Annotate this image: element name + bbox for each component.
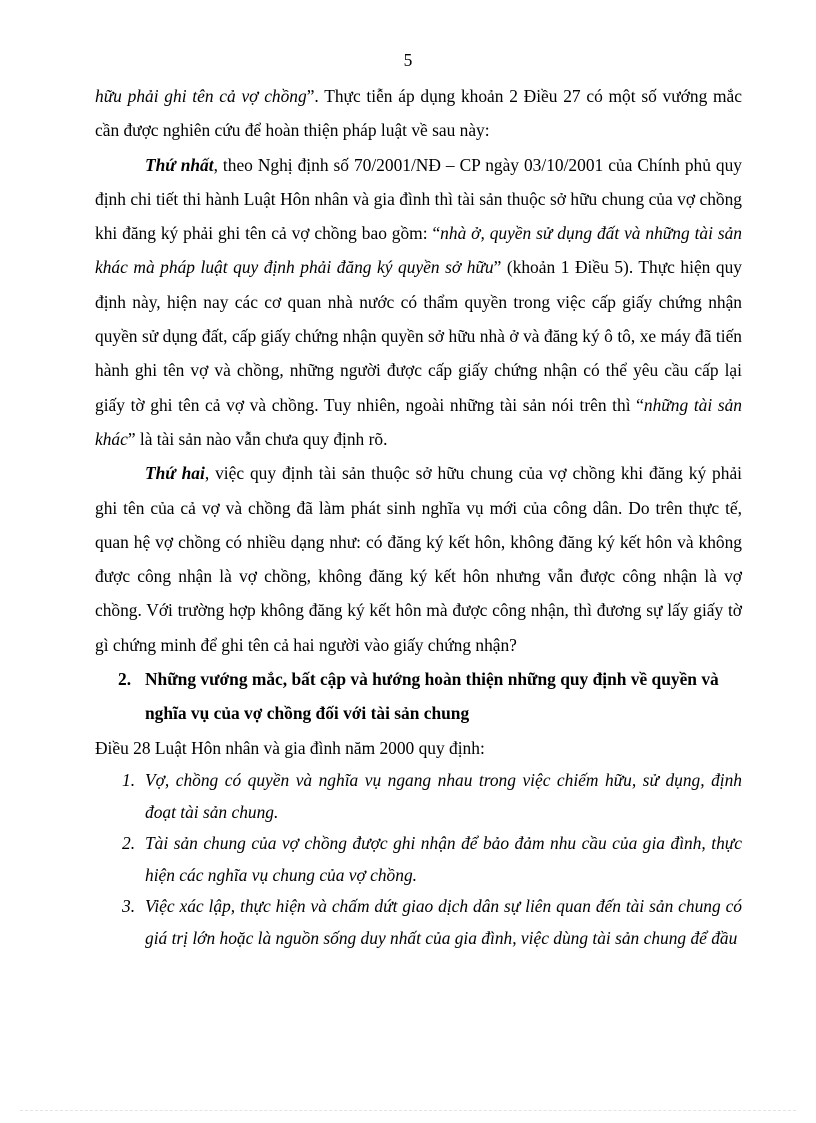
page-content	[95, 79, 742, 955]
paragraph-first-point	[95, 148, 742, 457]
paragraph-text: , việc quy định tài sản thuộc sở hữu chung của vợ chồng khi đăng ký phải ghi tên của cả vợ và chồng đã làm phát sinh nghĩa vụ mới của công dân. Do trên thực tế, quan hệ vợ chồng có nhiều dạng như: có đăng ký kết hôn, không đăng ký kết hôn và không được công nhận là vợ chồng, không đăng ký kết hôn nhưng vẫn được công nhận là vợ chồng. Với trường hợp không đăng ký kết hôn mà được công nhận, thì đương sự lấy giấy tờ gì chứng minh để ghi tên cả hai người vào giấy chứng nhận?	[95, 463, 742, 655]
list-item-text: Việc xác lập, thực hiện và chấm dứt giao dịch dân sự liên quan đến tài sản chung có giá trị lớn hoặc là nguồn sống duy nhất của gia đình, việc dùng tài sản chung để đầu	[145, 896, 742, 948]
italic-quote: những tài sản khác	[95, 394, 742, 449]
heading-text: Những vướng mắc, bất cập và hướng hoàn thiện những quy định về quyền và nghĩa vụ của vợ chồng đối với tài sản chung	[145, 669, 719, 724]
list-item-text: Tài sản chung của vợ chồng được ghi nhận để bảo đảm nhu cầu của gia đình, thực hiện các nghĩa vụ chung của vợ chồng.	[145, 833, 742, 885]
intro-paragraph: Điều 28 Luật Hôn nhân và gia đình năm 2000 quy định:	[95, 737, 485, 758]
article-list	[95, 765, 742, 955]
list-item-number: 3.	[122, 896, 136, 917]
italic-quote: hữu phải ghi tên cả vợ chồng	[95, 86, 307, 106]
list-item-text: Vợ, chồng có quyền và nghĩa vụ ngang nhau trong việc chiếm hữu, sử dụng, định đoạt tài sản chung.	[145, 769, 742, 822]
paragraph-text: ” là tài sản nào vẫn chưa quy định rõ.	[127, 428, 388, 449]
list-item-number: 1.	[122, 769, 136, 790]
page-number: 5	[403, 50, 413, 70]
lead-term: Thứ nhất	[145, 154, 214, 175]
list-item	[95, 765, 742, 828]
page-bottom-divider	[20, 1110, 796, 1111]
section-heading	[95, 662, 742, 731]
list-item	[95, 828, 742, 891]
heading-number: 2.	[118, 669, 132, 690]
paragraph-second-point	[95, 456, 742, 662]
paragraph-text: ” (khoản 1 Điều 5). Thực hiện quy định này, hiện nay các cơ quan nhà nước có thẩm quyền trong việc cấp giấy chứng nhận quyền sử dụng đất, cấp giấy chứng nhận quyền sở hữu nhà ở và đăng ký ô tô, xe máy đã tiến hành ghi tên vợ và chồng, những người được cấp giấy chứng nhận có thể yêu cầu cấp lại giấy tờ ghi tên cả vợ và chồng. Tuy nhiên, ngoài những tài sản nói trên thì “	[95, 257, 742, 415]
list-item	[95, 891, 742, 954]
paragraph-continuation	[95, 79, 742, 148]
paragraph-text: , theo Nghị định số 70/2001/NĐ – CP ngày 03/10/2001 của Chính phủ quy định chi tiết thi hành Luật Hôn nhân và gia đình thì tài sản thuộc sở hữu chung của vợ chồng khi đăng ký phải ghi tên cả vợ chồng bao gồm: “	[95, 154, 742, 244]
italic-quote: nhà ở, quyền sử dụng đất và những tài sản khác mà pháp luật quy định phải đăng ký quyền sở hữu	[95, 223, 742, 278]
list-item-number: 2.	[122, 833, 136, 854]
paragraph-text: ”. Thực tiễn áp dụng khoản 2 Điều 27 có một số vướng mắc cần được nghiên cứu để hoàn thiện pháp luật về sau này:	[95, 86, 742, 141]
lead-term: Thứ hai	[145, 463, 205, 484]
